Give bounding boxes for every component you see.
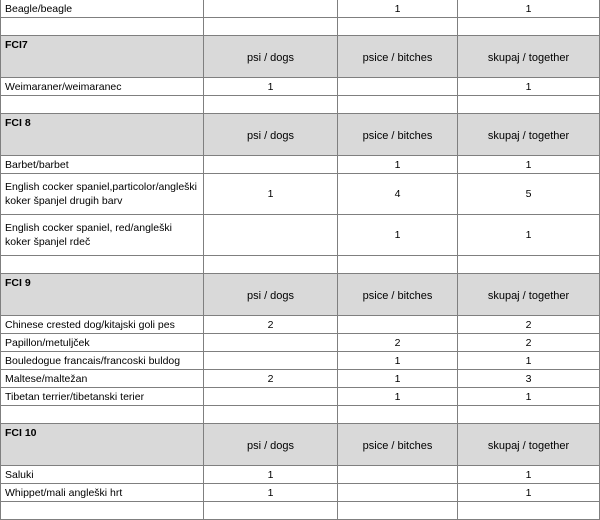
- breed-name: Bouledogue francais/francoski buldog: [1, 352, 204, 370]
- table-row: [1, 0, 600, 18]
- breed-name: Whippet/mali angleški hrt: [1, 484, 204, 502]
- together-count: 5: [458, 174, 600, 215]
- group-title: FCI 8: [1, 114, 204, 156]
- bitches-count: 1: [338, 388, 458, 406]
- dogs-count: [204, 334, 338, 352]
- breed-name: English cocker spaniel,particolor/angleški koker španjel drugih barv: [1, 174, 204, 215]
- breed-name: Maltese/maltežan: [1, 370, 204, 388]
- table-row: [1, 352, 600, 370]
- together-column-header: skupaj / together: [458, 114, 600, 156]
- bitches-count: [338, 316, 458, 334]
- group-header-fci10: [1, 424, 600, 466]
- table-row: [1, 388, 600, 406]
- bitches-column-header: psice / bitches: [338, 114, 458, 156]
- breed-name: English cocker spaniel, red/angleški koker španjel rdeč: [1, 215, 204, 256]
- table-row: [1, 484, 600, 502]
- breed-name: Barbet/barbet: [1, 156, 204, 174]
- bitches-count: 2: [338, 334, 458, 352]
- together-count: 1: [458, 388, 600, 406]
- spacer-row: [1, 256, 600, 274]
- together-count: 1: [458, 156, 600, 174]
- dogs-count: 2: [204, 370, 338, 388]
- group-header-fci8: [1, 114, 600, 156]
- group-header-fci7: [1, 36, 600, 78]
- bitches-count: 4: [338, 174, 458, 215]
- dogs-count: 1: [204, 78, 338, 96]
- together-count: 1: [458, 78, 600, 96]
- breed-name: Saluki: [1, 466, 204, 484]
- bitches-count: [338, 466, 458, 484]
- table-row: [1, 370, 600, 388]
- breed-name: Weimaraner/weimaranec: [1, 78, 204, 96]
- dogs-count: 1: [204, 484, 338, 502]
- table-row: [1, 174, 600, 215]
- together-count: 1: [458, 215, 600, 256]
- bitches-count: 1: [338, 0, 458, 18]
- bitches-count: 1: [338, 370, 458, 388]
- together-count: 1: [458, 466, 600, 484]
- table-row: [1, 334, 600, 352]
- spacer-row: [1, 96, 600, 114]
- together-count: 3: [458, 370, 600, 388]
- group-title: FCI7: [1, 36, 204, 78]
- dogs-count: [204, 0, 338, 18]
- together-column-header: skupaj / together: [458, 274, 600, 316]
- table-row: [1, 78, 600, 96]
- together-column-header: skupaj / together: [458, 36, 600, 78]
- spacer-row: [1, 406, 600, 424]
- dogs-count: [204, 388, 338, 406]
- breed-name: Chinese crested dog/kitajski goli pes: [1, 316, 204, 334]
- table-row: [1, 215, 600, 256]
- group-title: FCI 9: [1, 274, 204, 316]
- bitches-count: 1: [338, 352, 458, 370]
- bitches-column-header: psice / bitches: [338, 274, 458, 316]
- bitches-column-header: psice / bitches: [338, 424, 458, 466]
- bitches-count: 1: [338, 156, 458, 174]
- table-row: [1, 466, 600, 484]
- dogs-column-header: psi / dogs: [204, 36, 338, 78]
- breed-name: Papillon/metuljček: [1, 334, 204, 352]
- dogs-column-header: psi / dogs: [204, 114, 338, 156]
- group-title: FCI 10: [1, 424, 204, 466]
- dogs-count: 2: [204, 316, 338, 334]
- bitches-count: [338, 78, 458, 96]
- together-count: 2: [458, 316, 600, 334]
- bitches-count: [338, 484, 458, 502]
- group-header-fci9: [1, 274, 600, 316]
- dogs-count: [204, 156, 338, 174]
- breed-name: Tibetan terrier/tibetanski terier: [1, 388, 204, 406]
- together-count: 1: [458, 0, 600, 18]
- dogs-column-header: psi / dogs: [204, 274, 338, 316]
- together-count: 2: [458, 334, 600, 352]
- spacer-row: [1, 502, 600, 520]
- dogs-count: [204, 352, 338, 370]
- table-row: [1, 156, 600, 174]
- bitches-column-header: psice / bitches: [338, 36, 458, 78]
- dogs-count: [204, 215, 338, 256]
- together-count: 1: [458, 484, 600, 502]
- spacer-row: [1, 18, 600, 36]
- table-row: [1, 316, 600, 334]
- breed-name: Beagle/beagle: [1, 0, 204, 18]
- dogs-count: 1: [204, 466, 338, 484]
- dogs-column-header: psi / dogs: [204, 424, 338, 466]
- dogs-count: 1: [204, 174, 338, 215]
- together-column-header: skupaj / together: [458, 424, 600, 466]
- together-count: 1: [458, 352, 600, 370]
- bitches-count: 1: [338, 215, 458, 256]
